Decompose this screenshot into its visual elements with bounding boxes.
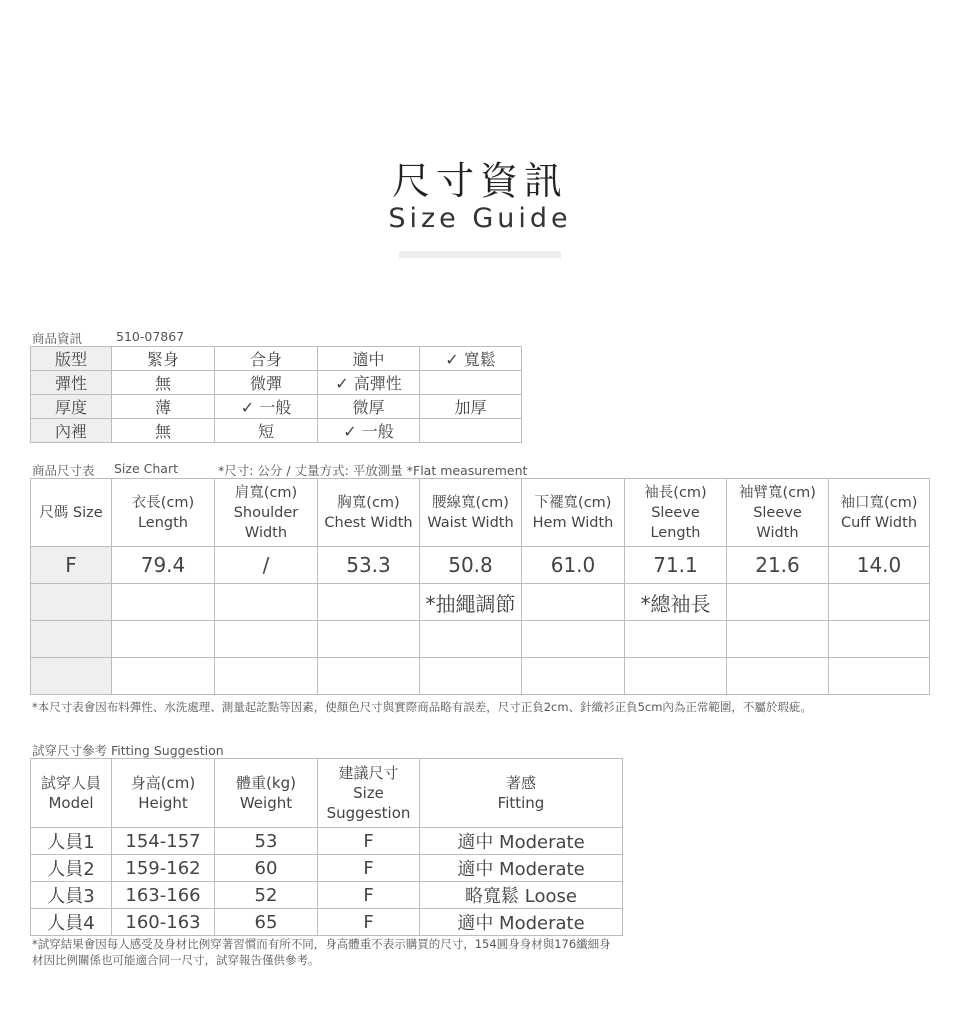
attribute-option bbox=[420, 371, 522, 395]
fitting-cell: 65 bbox=[215, 909, 318, 936]
size-cell bbox=[215, 584, 318, 621]
size-cell bbox=[318, 621, 420, 658]
size-cell: *總袖長 bbox=[625, 584, 727, 621]
option-label: 一般 bbox=[361, 422, 394, 441]
option-label: 高彈性 bbox=[353, 374, 402, 393]
size-cell: 61.0 bbox=[522, 547, 625, 584]
size-row bbox=[31, 621, 930, 658]
size-row bbox=[31, 547, 930, 584]
attribute-option bbox=[215, 347, 318, 371]
fitting-cell: 52 bbox=[215, 882, 318, 909]
size-cell: 79.4 bbox=[112, 547, 215, 584]
product-code: 510-07867 bbox=[116, 329, 185, 344]
size-cell bbox=[727, 584, 829, 621]
attribute-option bbox=[420, 347, 522, 371]
column-header: 腰線寬(cm) Waist Width bbox=[420, 479, 522, 547]
check-icon bbox=[335, 374, 354, 393]
check-icon bbox=[343, 422, 362, 441]
option-label: 薄 bbox=[154, 398, 171, 417]
fitting-cell: F bbox=[318, 828, 420, 855]
fitting-cell: 163-166 bbox=[112, 882, 215, 909]
option-label: 無 bbox=[154, 422, 171, 441]
attribute-option bbox=[318, 419, 420, 443]
size-header-row bbox=[31, 479, 930, 547]
size-cell bbox=[318, 584, 420, 621]
option-label: 合身 bbox=[249, 350, 282, 369]
size-chart-label: 商品尺寸表 bbox=[32, 463, 95, 478]
size-cell: / bbox=[215, 547, 318, 584]
size-label bbox=[31, 584, 112, 621]
size-cell bbox=[727, 658, 829, 695]
attribute-name: 厚度 bbox=[31, 395, 112, 419]
title-english: Size Guide bbox=[388, 203, 572, 234]
fitting-row bbox=[31, 855, 623, 882]
size-cell: 14.0 bbox=[829, 547, 930, 584]
fitting-cell: 略寬鬆 Loose bbox=[420, 882, 623, 909]
size-cell: 50.8 bbox=[420, 547, 522, 584]
fitting-row bbox=[31, 882, 623, 909]
fitting-header-row bbox=[31, 759, 623, 828]
size-cell bbox=[625, 658, 727, 695]
size-cell: 71.1 bbox=[625, 547, 727, 584]
size-cell bbox=[727, 621, 829, 658]
attribute-name: 版型 bbox=[31, 347, 112, 371]
check-icon bbox=[445, 350, 464, 369]
size-cell bbox=[522, 621, 625, 658]
option-label: 微彈 bbox=[249, 374, 282, 393]
attribute-option bbox=[112, 395, 215, 419]
model-name: 人員2 bbox=[31, 855, 112, 882]
size-chart-table bbox=[30, 478, 930, 695]
size-cell bbox=[829, 658, 930, 695]
attribute-row bbox=[31, 347, 522, 371]
column-header: 袖長(cm) Sleeve Length bbox=[625, 479, 727, 547]
attribute-option bbox=[215, 419, 318, 443]
size-row bbox=[31, 584, 930, 621]
attribute-row bbox=[31, 395, 522, 419]
option-label: 緊身 bbox=[146, 350, 179, 369]
column-header: 肩寬(cm) Shoulder Width bbox=[215, 479, 318, 547]
attribute-row bbox=[31, 371, 522, 395]
size-cell bbox=[112, 621, 215, 658]
fitting-cell: F bbox=[318, 855, 420, 882]
size-cell bbox=[215, 658, 318, 695]
fitting-cell: 60 bbox=[215, 855, 318, 882]
size-cell bbox=[112, 658, 215, 695]
size-cell bbox=[318, 658, 420, 695]
size-chart-label-en: Size Chart bbox=[114, 461, 178, 476]
attribute-option bbox=[318, 347, 420, 371]
column-header: 著感 Fitting bbox=[420, 759, 623, 828]
fitting-cell: 160-163 bbox=[112, 909, 215, 936]
column-header: 袖口寬(cm) Cuff Width bbox=[829, 479, 930, 547]
column-header: 試穿人員 Model bbox=[31, 759, 112, 828]
size-disclaimer: *本尺寸表會因布料彈性、水洗處理、測量起訖點等因素，使顏色尺寸與實際商品略有誤差，尺寸正負2cm、針織衫正負5cm內為正常範圍，不屬於瑕疵。 bbox=[32, 700, 812, 714]
size-cell bbox=[522, 584, 625, 621]
column-header: 衣長(cm) Length bbox=[112, 479, 215, 547]
size-cell bbox=[420, 621, 522, 658]
fitting-table bbox=[30, 758, 623, 936]
size-label bbox=[31, 658, 112, 695]
attribute-option bbox=[112, 419, 215, 443]
fitting-disclaimer: *試穿結果會因每人感受及身材比例穿著習慣而有所不同，身高體重不表示購買的尺寸，154圓身身材與176纖細身材因比例關係也可能適合同一尺寸，試穿報告僅供參考。 bbox=[32, 937, 611, 967]
check-icon bbox=[241, 398, 260, 417]
size-unit-note: *尺寸: 公分 / 丈量方式: 平放測量 *Flat measurement bbox=[218, 463, 528, 478]
fitting-cell: 適中 Moderate bbox=[420, 855, 623, 882]
fitting-cell: F bbox=[318, 909, 420, 936]
size-cell: 21.6 bbox=[727, 547, 829, 584]
attribute-option bbox=[420, 419, 522, 443]
size-cell bbox=[625, 621, 727, 658]
option-label: 微厚 bbox=[352, 398, 385, 417]
column-header: 建議尺寸 Size Suggestion bbox=[318, 759, 420, 828]
column-header: 下襬寬(cm) Hem Width bbox=[522, 479, 625, 547]
column-header: 尺碼 Size bbox=[31, 479, 112, 547]
size-cell bbox=[522, 658, 625, 695]
column-header: 體重(kg) Weight bbox=[215, 759, 318, 828]
model-name: 人員1 bbox=[31, 828, 112, 855]
attribute-table bbox=[30, 346, 522, 443]
model-name: 人員3 bbox=[31, 882, 112, 909]
attribute-option bbox=[318, 371, 420, 395]
fitting-cell: 154-157 bbox=[112, 828, 215, 855]
size-label: F bbox=[31, 547, 112, 584]
column-header: 身高(cm) Height bbox=[112, 759, 215, 828]
fitting-cell: 適中 Moderate bbox=[420, 909, 623, 936]
title-chinese: 尺寸資訊 bbox=[391, 159, 568, 203]
fitting-cell: F bbox=[318, 882, 420, 909]
size-cell bbox=[420, 658, 522, 695]
option-label: 短 bbox=[257, 422, 274, 441]
size-row bbox=[31, 658, 930, 695]
fitting-row bbox=[31, 828, 623, 855]
attribute-option bbox=[420, 395, 522, 419]
attribute-row bbox=[31, 419, 522, 443]
option-label: 寬鬆 bbox=[463, 350, 496, 369]
model-name: 人員4 bbox=[31, 909, 112, 936]
attribute-name: 內裡 bbox=[31, 419, 112, 443]
size-label bbox=[31, 621, 112, 658]
attribute-option bbox=[215, 395, 318, 419]
attribute-option bbox=[112, 347, 215, 371]
title-underline bbox=[399, 251, 561, 258]
size-cell: *抽繩調節 bbox=[420, 584, 522, 621]
column-header: 袖臂寬(cm) Sleeve Width bbox=[727, 479, 829, 547]
attribute-option bbox=[112, 371, 215, 395]
attribute-option bbox=[215, 371, 318, 395]
fitting-cell: 適中 Moderate bbox=[420, 828, 623, 855]
attribute-option bbox=[318, 395, 420, 419]
option-label: 加厚 bbox=[454, 398, 487, 417]
size-cell bbox=[215, 621, 318, 658]
size-cell bbox=[829, 621, 930, 658]
option-label: 適中 bbox=[352, 350, 385, 369]
column-header: 胸寬(cm) Chest Width bbox=[318, 479, 420, 547]
option-label: 無 bbox=[154, 374, 171, 393]
size-cell bbox=[112, 584, 215, 621]
size-cell: 53.3 bbox=[318, 547, 420, 584]
size-cell bbox=[829, 584, 930, 621]
fitting-cell: 53 bbox=[215, 828, 318, 855]
attribute-name: 彈性 bbox=[31, 371, 112, 395]
fitting-row bbox=[31, 909, 623, 936]
fitting-label: 試穿尺寸參考 Fitting Suggestion bbox=[32, 743, 224, 758]
product-info-label: 商品資訊 bbox=[32, 331, 83, 346]
fitting-cell: 159-162 bbox=[112, 855, 215, 882]
option-label: 一般 bbox=[259, 398, 292, 417]
